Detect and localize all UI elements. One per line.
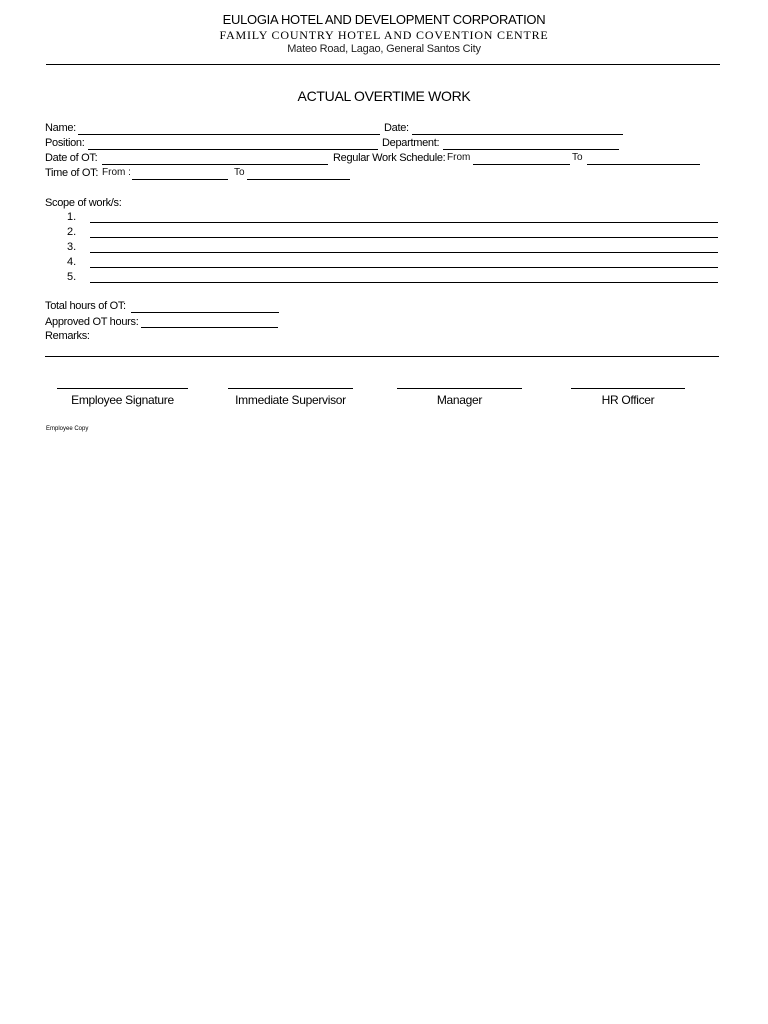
remarks-label: Remarks: (45, 330, 90, 342)
date-label: Date: (384, 122, 409, 134)
total-hours-field[interactable] (131, 312, 279, 313)
approved-hours-label: Approved OT hours: (45, 316, 139, 328)
date-field[interactable] (412, 134, 623, 135)
schedule-from-field[interactable] (473, 164, 570, 165)
time-from-field[interactable] (132, 179, 228, 180)
regular-schedule-label: Regular Work Schedule: (333, 152, 446, 164)
scope-line[interactable] (90, 237, 718, 238)
schedule-from-label: From (447, 152, 471, 163)
scope-number: 2. (67, 226, 77, 238)
scope-number: 4. (67, 256, 77, 268)
scope-number: 5. (67, 271, 77, 283)
company-address: Mateo Road, Lagao, General Santos City (287, 43, 481, 55)
department-field[interactable] (443, 149, 619, 150)
schedule-to-field[interactable] (587, 164, 700, 165)
scope-label: Scope of work/s: (45, 197, 122, 209)
supervisor-signature-label: Immediate Supervisor (235, 393, 346, 407)
supervisor-signature-line[interactable] (228, 388, 353, 389)
hr-signature-line[interactable] (571, 388, 685, 389)
employee-signature-line[interactable] (57, 388, 188, 389)
manager-signature-line[interactable] (397, 388, 522, 389)
approved-hours-field[interactable] (141, 327, 278, 328)
scope-number: 3. (67, 241, 77, 253)
form-title: ACTUAL OVERTIME WORK (297, 88, 471, 104)
name-label: Name: (45, 122, 76, 134)
position-label: Position: (45, 137, 85, 149)
hr-signature-label: HR Officer (601, 393, 655, 407)
time-to-label: To (234, 167, 245, 178)
manager-signature-label: Manager (436, 393, 483, 407)
position-field[interactable] (88, 149, 378, 150)
scope-line[interactable] (90, 282, 718, 283)
scope-number: 1. (67, 211, 77, 223)
name-field[interactable] (78, 134, 380, 135)
copy-note: Employee Copy (46, 426, 89, 432)
scope-line[interactable] (90, 252, 718, 253)
company-name: EULOGIA HOTEL AND DEVELOPMENT CORPORATION (222, 12, 546, 27)
header-divider (46, 64, 720, 65)
schedule-to-label: To (572, 152, 583, 163)
remarks-field[interactable] (45, 356, 719, 357)
scope-line[interactable] (90, 222, 718, 223)
hotel-name: FAMILY COUNTRY HOTEL AND COVENTION CENTRE (219, 28, 549, 42)
scope-line[interactable] (90, 267, 718, 268)
employee-signature-label: Employee Signature (71, 393, 174, 407)
total-hours-label: Total hours of OT: (45, 300, 126, 312)
date-of-ot-field[interactable] (102, 164, 328, 165)
date-of-ot-label: Date of OT: (45, 152, 98, 164)
time-of-ot-label: Time of OT: (45, 167, 99, 179)
time-from-label: From : (102, 167, 131, 178)
time-to-field[interactable] (247, 179, 350, 180)
department-label: Department: (382, 137, 440, 149)
